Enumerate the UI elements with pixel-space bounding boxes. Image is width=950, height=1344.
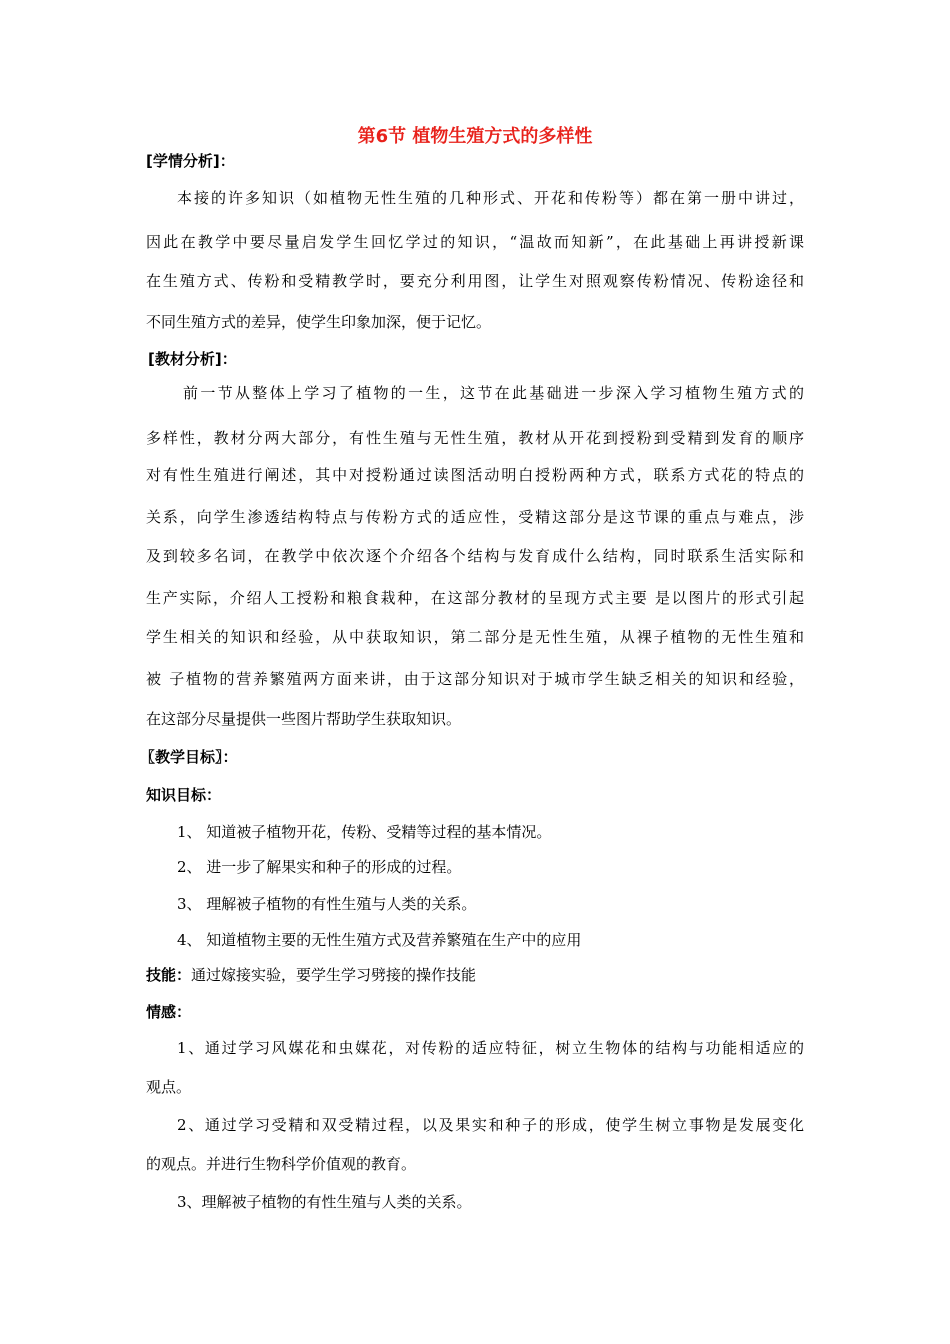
material-analysis-line-4: 关系，向学生渗透结构特点与传粉方式的适应性，受精这部分是这节课的重点与难点，涉 — [146, 508, 804, 526]
knowledge-item-3: 3、 理解被子植物的有性生殖与人类的关系。 — [177, 895, 477, 913]
material-analysis-line-8: 被 子植物的营养繁殖两方面来讲，由于这部分知识对于城市学生缺乏相关的知识和经验， — [146, 670, 804, 688]
emotion-line-2: 观点。 — [146, 1078, 192, 1096]
skill-line — [146, 964, 476, 986]
knowledge-item-1: 1、 知道被子植物开花，传粉、受精等过程的基本情况。 — [177, 823, 552, 841]
student-analysis-line-1: 本接的许多知识（如植物无性生殖的几种形式、开花和传粉等）都在第一册中讲过， — [177, 189, 804, 207]
emotion-line-1: 1、通过学习风媒花和虫媒花，对传粉的适应特征，树立生物体的结构与功能相适应的 — [177, 1039, 804, 1057]
objectives-heading: 〖教学目标〗： — [140, 748, 238, 766]
skill-text: 通过嫁接实验，要学生学习劈接的操作技能 — [191, 966, 477, 984]
emotion-line-4: 的观点。并进行生物科学价值观的教育。 — [146, 1155, 417, 1173]
emotion-line-3: 2、通过学习受精和双受精过程，以及果实和种子的形成，使学生树立事物是发展变化 — [177, 1116, 804, 1134]
material-analysis-line-6: 生产实际，介绍人工授粉和粮食栽种，在这部分教材的呈现方式主要 是以图片的形式引起 — [146, 589, 804, 607]
material-analysis-line-2: 多样性，教材分两大部分，有性生殖与无性生殖，教材从开花到授粉到受精到发育的顺序 — [146, 429, 804, 447]
student-analysis-line-2: 因此在教学中要尽量启发学生回忆学过的知识，“温故而知新”，在此基础上再讲授新课 — [146, 233, 804, 251]
material-analysis-line-3: 对有性生殖进行阐述，其中对授粉通过读图活动明白授粉两种方式，联系方式花的特点的 — [146, 466, 804, 484]
emotion-line-5: 3、理解被子植物的有性生殖与人类的关系。 — [177, 1193, 472, 1211]
knowledge-item-4: 4、 知道植物主要的无性生殖方式及营养繁殖在生产中的应用 — [177, 931, 582, 949]
student-analysis-line-4: 不同生殖方式的差异，使学生印象加深，便于记忆。 — [146, 313, 492, 331]
skill-label: 技能： — [146, 966, 192, 984]
emotion-label: 情感： — [146, 1003, 192, 1021]
material-analysis-heading: [教材分析]： — [148, 350, 237, 368]
student-analysis-line-3: 在生殖方式、传粉和受精教学时，要充分利用图，让学生对照观察传粉情况、传粉途径和 — [146, 272, 804, 290]
material-analysis-line-5: 及到较多名词，在教学中依次逐个介绍各个结构与发育成什么结构，同时联系生活实际和 — [146, 547, 804, 565]
material-analysis-line-9: 在这部分尽量提供一些图片帮助学生获取知识。 — [146, 710, 462, 728]
material-analysis-line-1: 前一节从整体上学习了植物的一生，这节在此基础进一步深入学习植物生殖方式的 — [183, 384, 804, 402]
page-title: 第6节 植物生殖方式的多样性 — [357, 126, 593, 147]
student-analysis-heading: [学情分析]： — [146, 152, 235, 170]
knowledge-item-2: 2、 进一步了解果实和种子的形成的过程。 — [177, 858, 462, 876]
material-analysis-line-7: 学生相关的知识和经验，从中获取知识，第二部分是无性生殖，从裸子植物的无性生殖和 — [146, 628, 804, 646]
knowledge-objectives-label: 知识目标： — [146, 786, 222, 804]
